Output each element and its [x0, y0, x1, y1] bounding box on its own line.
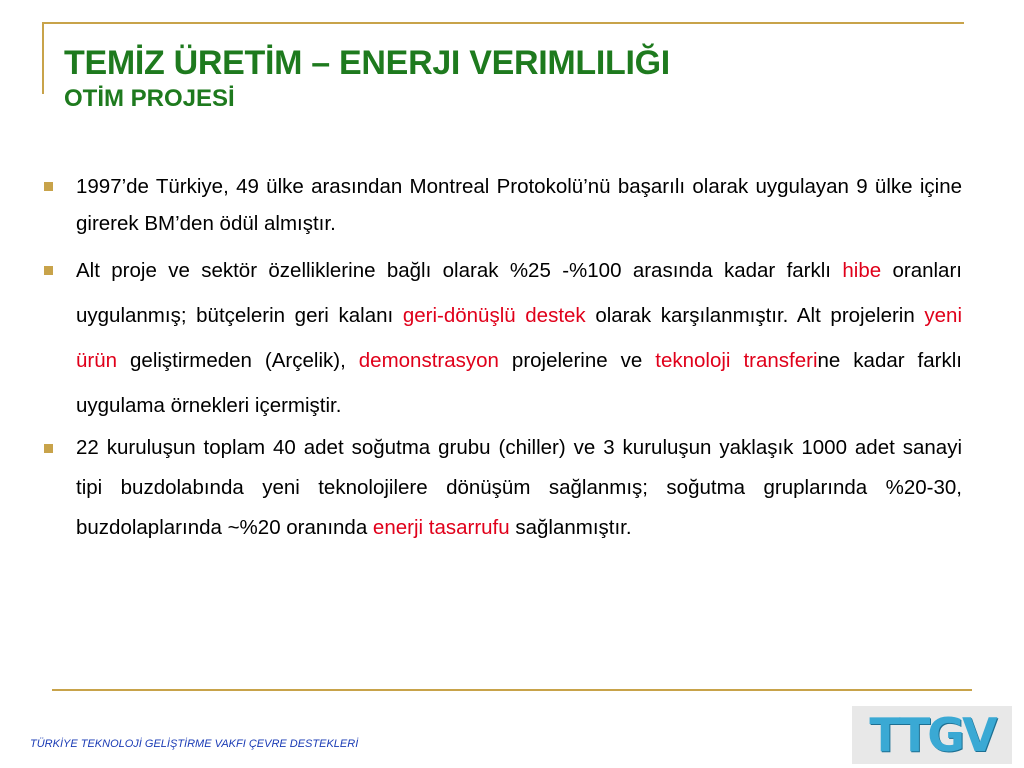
bullet-1-text: 1997’de Türkiye, 49 ülke arasından Montreal Protokolü’nü başarılı olarak uygulayan 9 ülke içine girerek BM’den ödül almıştır. — [76, 175, 962, 235]
bullet-square-icon — [44, 266, 53, 275]
slide-subtitle: OTİM PROJESİ — [64, 85, 235, 112]
highlight-hibe: hibe — [842, 259, 882, 282]
bullet-2-text-5: projelerine ve — [498, 349, 656, 372]
bullet-2-text-1: Alt proje ve sektör özelliklerine bağlı olarak %25 -%100 arasında kadar farklı — [76, 259, 843, 282]
footer-divider — [52, 689, 972, 691]
highlight-yeni-urun: yeni ürün — [76, 304, 962, 372]
highlight-enerji-tasarrufu: enerji tasarrufu — [372, 516, 510, 539]
bullet-2-text-6: ne kadar farklı uygulama örnekleri içermiştir. — [76, 349, 962, 417]
bullet-2-text-2: oranları uygulanmış; bütçelerin geri kalanı — [76, 259, 962, 327]
bullet-item-1 — [44, 168, 962, 242]
highlight-geri-donuslu-destek: geri-dönüşlü destek — [402, 304, 586, 327]
bullet-3-text-2: sağlanmıştır. — [509, 516, 632, 539]
ttgv-logo — [852, 706, 1012, 764]
bullet-item-2 — [44, 248, 962, 428]
bullet-square-icon — [44, 444, 53, 453]
footer-caption: TÜRKİYE TEKNOLOJİ GELİŞTİRME VAKFI ÇEVRE DESTEKLERİ — [30, 738, 359, 750]
frame-horizontal-line — [42, 22, 964, 24]
bullet-2-text-4: geliştirmeden (Arçelik), — [117, 349, 359, 372]
bullet-square-icon — [44, 182, 53, 191]
bullet-3-text-1: 22 kuruluşun toplam 40 adet soğutma grubu (chiller) ve 3 kuruluşun yaklaşık 1000 adet sanayi tipi buzdolabında yeni teknolojilere dönüşüm sağlanmış; soğutma gruplarında %20-30, buzdolaplarında ~%20 oranında — [76, 436, 962, 539]
bullet-item-3 — [44, 428, 962, 548]
slide-title: TEMİZ ÜRETİM – ENERJI VERIMLILIĞI — [64, 44, 670, 82]
logo-text: TTGV — [869, 708, 995, 762]
title-block — [64, 44, 670, 116]
highlight-teknoloji-transferi: teknoloji transferi — [655, 349, 818, 372]
highlight-demonstrasyon: demonstrasyon — [358, 349, 499, 372]
bullet-2-text-3: olarak karşılanmıştır. Alt projelerin — [585, 304, 925, 327]
bullet-list — [44, 168, 962, 548]
frame-vertical-line — [42, 22, 44, 94]
